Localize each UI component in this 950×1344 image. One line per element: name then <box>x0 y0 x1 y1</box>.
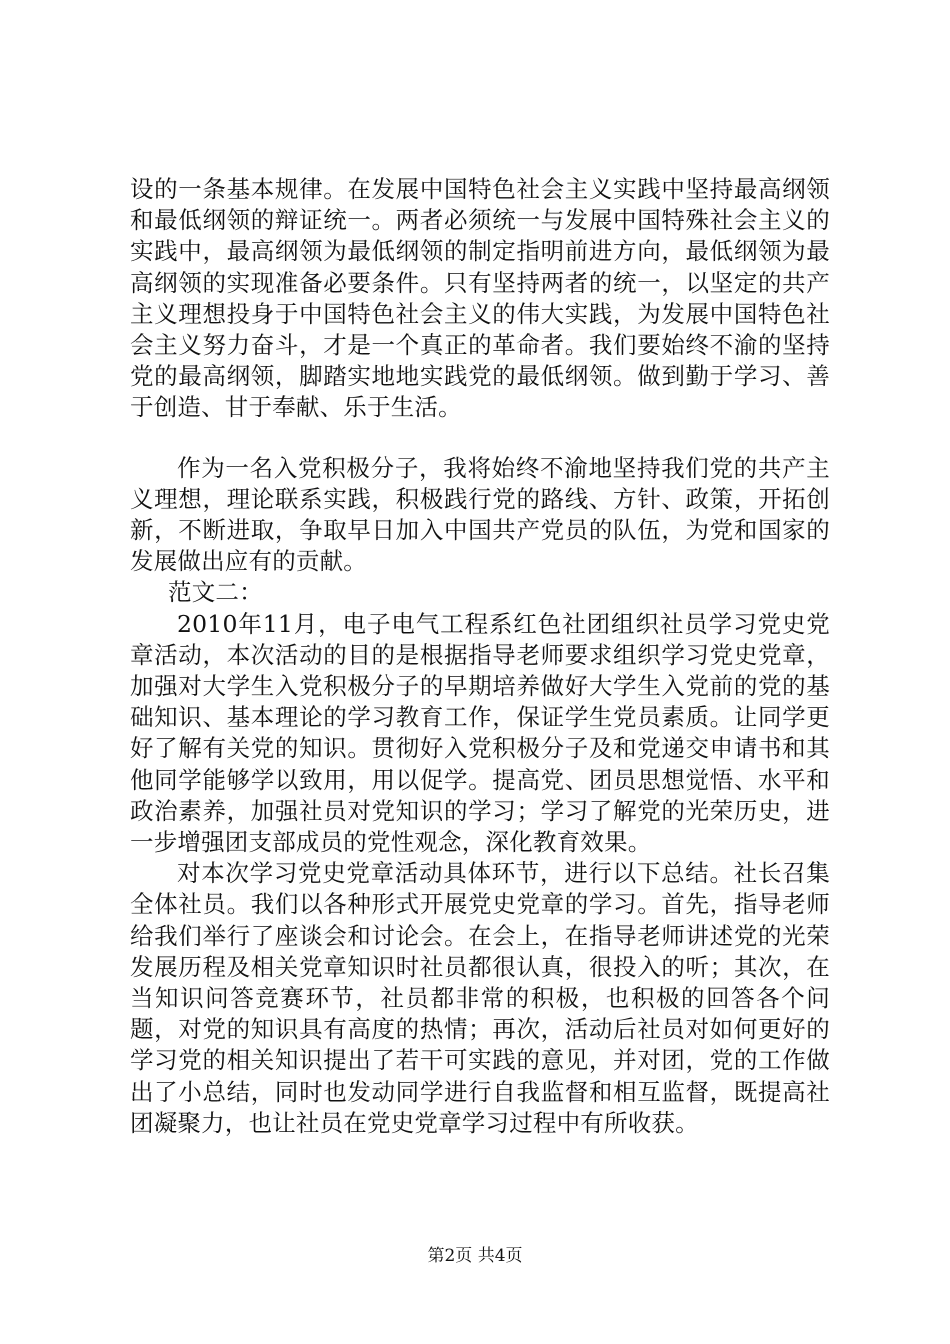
paragraph-activity-intro: 2010年11月，电子电气工程系红色社团组织社员学习党史党章活动，本次活动的目的是根据指导老师要求组织学习党史党章，加强对大学生入党积极分子的早期培养做好大学生入党前的党的基础知识、基本理论的学习教育工作，保证学生党员素质。让同学更好了解有关党的知识。贯彻好入党积极分子及和党递交申请书和其他同学能够学以致用，用以促学。提高党、团员思想觉悟、水平和政治素养，加强社员对党知识的学习；学习了解党的光荣历史，进一步增强团支部成员的党性观念，深化教育效果。 <box>130 609 830 857</box>
paragraph-gap <box>130 424 830 453</box>
document-body <box>130 174 830 1139</box>
paragraph-activist-pledge: 作为一名入党积极分子，我将始终不渝地坚持我们党的共产主义理想，理论联系实践，积极践行党的路线、方针、政策，开拓创新，不断进取，争取早日加入中国共产党员的队伍，为党和国家的发展做出应有的贡献。 <box>130 453 830 576</box>
page-number-footer: 第2页 共4页 <box>427 1246 523 1266</box>
paragraph-continuation: 设的一条基本规律。在发展中国特色社会主义实践中坚持最高纲领和最低纲领的辩证统一。两者必须统一与发展中国特殊社会主义的实践中，最高纲领为最低纲领的制定指明前进方向，最低纲领为最高纲领的实现准备必要条件。只有坚持两者的统一，以坚定的共产主义理想投身于中国特色社会主义的伟大实践，为发展中国特色社会主义努力奋斗，才是一个真正的革命者。我们要始终不渝的坚持党的最高纲领，脚踏实地地实践党的最低纲领。做到勤于学习、善于创造、甘于奉献、乐于生活。 <box>130 175 830 422</box>
section-label-sample-two: 范文二： <box>168 578 263 607</box>
paragraph-activity-summary: 对本次学习党史党章活动具体环节，进行以下总结。社长召集全体社员。我们以各种形式开展党史党章的学习。首先，指导老师给我们举行了座谈会和讨论会。在会上，在指导老师讲述党的光荣发展历程及相关党章知识时社员都很认真，很投入的听；其次，在当知识问答竞赛环节，社员都非常的积极，也积极的回答各个问题，对党的知识具有高度的热情；再次，活动后社员对如何更好的学习党的相关知识提出了若干可实践的意见，并对团，党的工作做出了小总结，同时也发动同学进行自我监督和相互监督，既提高社团凝聚力，也让社员在党史党章学习过程中有所收获。 <box>130 859 830 1137</box>
